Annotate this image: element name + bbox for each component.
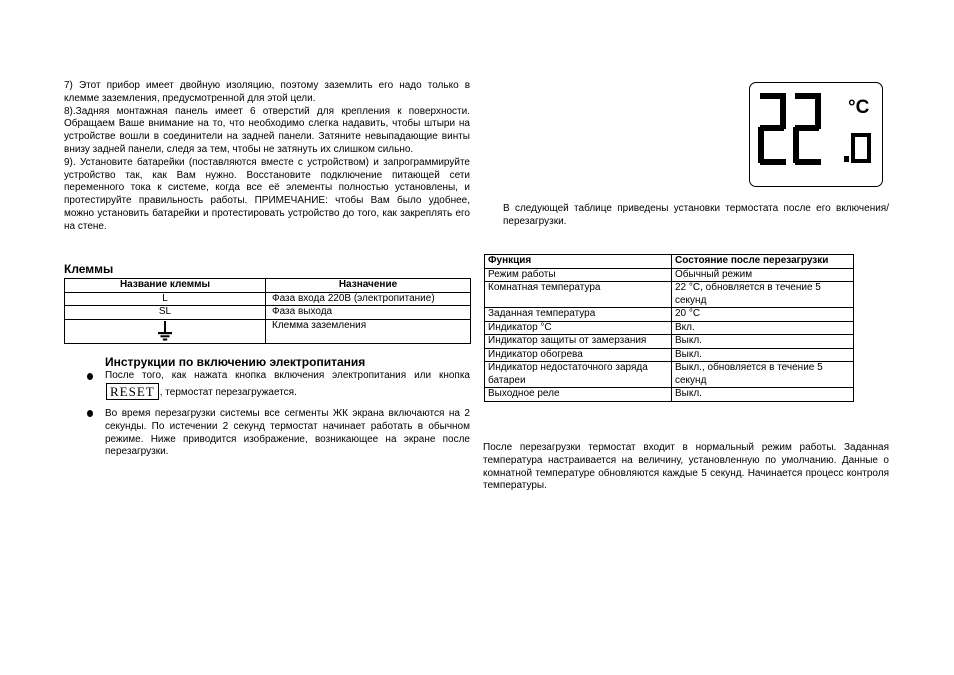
terminal-purpose: Фаза выхода <box>266 306 471 320</box>
bullet-reset <box>105 370 470 400</box>
settings-closing: После перезагрузки термостат входит в нормальный режим работы. Заданная температура настраивается на величину, установленную по умолчанию. Данные о комнатной температуре обновляются каждые 5 секунд. Начинается процесс контроля температуры. <box>483 442 889 492</box>
terminal-name: SL <box>65 306 266 320</box>
reset-text-before: После того, как нажата кнопка включения электропитания или кнопка <box>105 370 470 381</box>
power-instructions-heading: Инструкции по включению электропитания <box>105 355 366 369</box>
terminals-table <box>64 278 471 344</box>
table-header-row <box>485 255 854 269</box>
state-cell: Выкл. <box>672 388 854 402</box>
table-row <box>65 306 471 320</box>
state-cell: Выкл., обновляется в течение 5 секунд <box>672 362 854 388</box>
paragraph-9: 9). Установите батарейки (поставляются вместе с устройством) и запрограммируйте устройство так, как Вам нужно. Восстановите подключение питающей сети переменного тока к системе, когда все её элементы полностью установлены, и протестируйте правильность работы. ПРИМЕЧАНИЕ: чтобы Вам было удобнее, можно установить батарейки и протестировать устройство до того, как закреплять его на стене. <box>64 156 470 232</box>
bullet-reboot: Во время перезагрузки системы все сегменты ЖК экрана включаются на 2 секунды. По истечении 2 секунд термостат начинает работать в обычном режиме. Ниже приводится изображение, возникающее на экране после перезагрузки. <box>105 408 470 458</box>
function-cell: Режим работы <box>485 268 672 282</box>
column-header: Состояние после перезагрузки <box>672 255 854 269</box>
reset-text-after: , термостат перезагружается. <box>159 387 297 398</box>
state-cell: Вкл. <box>672 321 854 335</box>
table-header-row <box>65 279 471 293</box>
table-row <box>65 319 471 343</box>
ground-icon <box>158 321 172 341</box>
lcd-display <box>749 82 883 187</box>
settings-intro: В следующей таблице приведены установки термостата после его включения/перезагрузки. <box>503 203 889 227</box>
function-cell: Индикатор защиты от замерзания <box>485 335 672 349</box>
function-cell: Индикатор °C <box>485 321 672 335</box>
paragraph-7: 7) Этот прибор имеет двойную изоляцию, поэтому заземлить его надо только в клемме заземления, предусмотренной для этой цели. <box>64 80 470 104</box>
reset-button-icon: RESET <box>106 383 159 400</box>
bullet-icon <box>87 373 93 380</box>
terminal-purpose: Клемма заземления <box>266 319 471 343</box>
table-row <box>65 292 471 306</box>
column-header: Назначение <box>266 279 471 293</box>
table-row <box>485 362 854 388</box>
intro-text <box>64 80 470 234</box>
state-cell: Обычный режим <box>672 268 854 282</box>
terminal-name <box>65 319 266 343</box>
function-cell: Комнатная температура <box>485 282 672 308</box>
state-cell: Выкл. <box>672 348 854 362</box>
lcd-unit: °C <box>848 97 870 118</box>
function-cell: Заданная температура <box>485 308 672 322</box>
table-row <box>485 335 854 349</box>
state-cell: 20 °C <box>672 308 854 322</box>
function-cell: Индикатор обогрева <box>485 348 672 362</box>
terminal-name: L <box>65 292 266 306</box>
settings-table <box>484 254 854 402</box>
column-header: Название клеммы <box>65 279 266 293</box>
lcd-digits <box>750 83 882 186</box>
bullet-icon <box>87 410 93 417</box>
function-cell: Выходное реле <box>485 388 672 402</box>
terminal-purpose: Фаза входа 220В (электропитание) <box>266 292 471 306</box>
table-row <box>485 348 854 362</box>
state-cell: Выкл. <box>672 335 854 349</box>
table-row <box>485 282 854 308</box>
table-row <box>485 308 854 322</box>
table-row <box>485 321 854 335</box>
function-cell: Индикатор недостаточного заряда батареи <box>485 362 672 388</box>
paragraph-8: 8).Задняя монтажная панель имеет 6 отверстий для крепления к поверхности. Обращаем Ваше внимание на то, что необходимо слегка надавить, чтобы штыри на устройстве вошли в соединители на задней панели. Затяните невыпадающие винты внизу задней панели, следя за тем, чтобы не затянуть их слишком сильно. <box>64 105 470 155</box>
table-row <box>485 268 854 282</box>
table-row <box>485 388 854 402</box>
state-cell: 22 °C, обновляется в течение 5 секунд <box>672 282 854 308</box>
column-header: Функция <box>485 255 672 269</box>
terminals-heading: Клеммы <box>64 262 114 276</box>
